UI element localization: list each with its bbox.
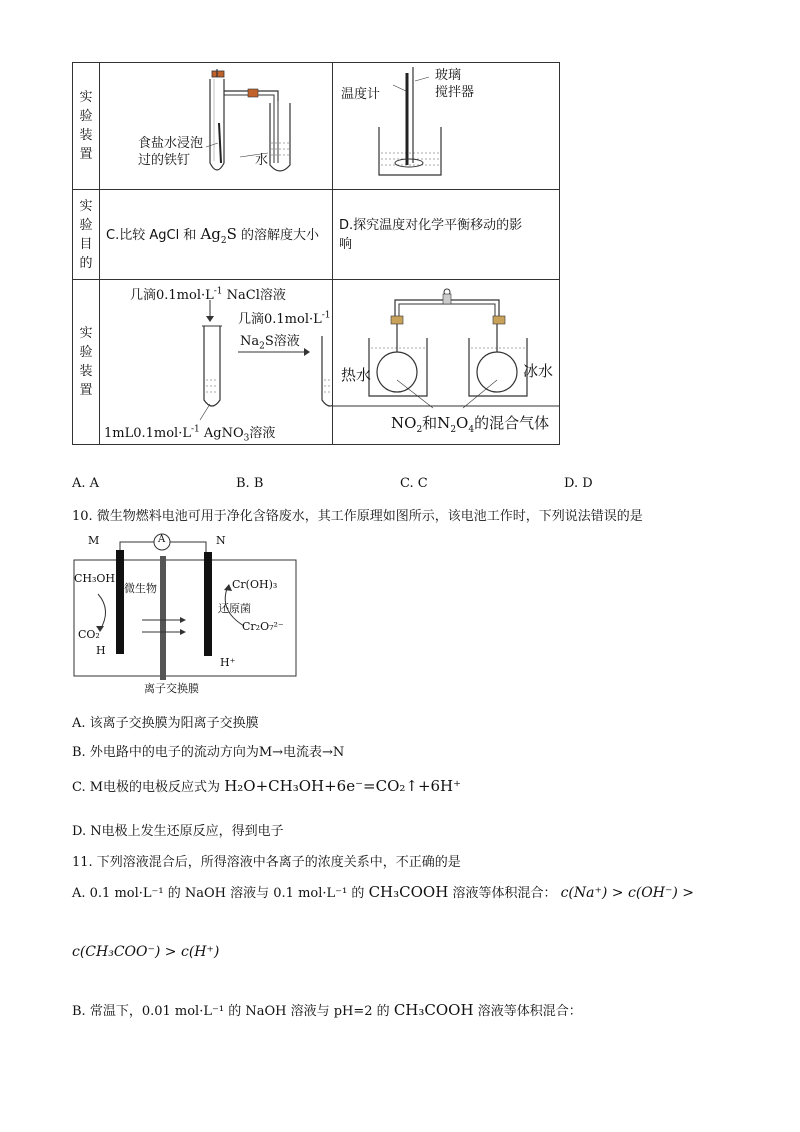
- ch3oh-label: CH₃OH: [74, 572, 116, 585]
- gas-mixture-label: $NO_2$和$N_2O_4$的混合气体: [391, 414, 550, 435]
- experiment-table: [72, 62, 560, 445]
- croh3-label: Cr(OH)₃: [232, 578, 278, 591]
- na2s-label-2: $Na_2S$溶液: [240, 334, 300, 352]
- apparatus-c-rust: [100, 63, 333, 190]
- row2-header: 实 验 目 的: [73, 190, 100, 280]
- q10-option-d[interactable]: D. N电极上发生还原反应，得到电子: [72, 824, 284, 839]
- fuel-cell-figure: [72, 530, 298, 696]
- row1-header: 实 验 装 置: [73, 63, 100, 190]
- water-label: 水: [255, 153, 269, 168]
- thermometer-label: 温度计: [341, 87, 381, 102]
- q9-option-c[interactable]: C. C: [400, 476, 428, 491]
- stirrer-label: 玻璃 搅拌器: [435, 68, 475, 100]
- hplus-label: H⁺: [220, 656, 236, 669]
- na2s-label-1: 几滴$0.1mol\cdot L^{-1}$: [238, 310, 331, 327]
- nacl-label: 几滴$0.1mol\cdot L^{-1}$ NaCl溶液: [130, 286, 286, 303]
- q11-stem: 11. 下列溶液混合后，所得溶液中各离子的浓度关系中，不正确的是: [72, 855, 461, 870]
- q9-option-d[interactable]: D. D: [564, 476, 593, 491]
- precipitation-figure: [100, 280, 332, 444]
- electrode-n-label: N: [216, 534, 226, 547]
- q11-option-b[interactable]: B. 常温下，0.01 mol·L⁻¹ 的 NaOH 溶液与 pH=2 的 CH₃COOH 溶液等体积混合：: [72, 1001, 582, 1019]
- agno3-label: $1mL0.1mol\cdot L^{-1}$ AgNO$_3$溶液: [104, 424, 276, 444]
- membrane-label: 离子交换膜: [144, 682, 199, 695]
- apparatus-d-equilibrium: [333, 280, 560, 445]
- co2-label: CO₂: [78, 628, 100, 641]
- rust-apparatus-figure: [100, 63, 332, 189]
- purpose-d: D.探究温度对化学平衡移动的影 响: [333, 190, 560, 280]
- nail-label: 食盐水浸泡 过的铁钉: [138, 136, 204, 168]
- reducing-bacteria-label: 还原菌: [218, 602, 251, 615]
- q11-option-a[interactable]: A. 0.1 mol·L⁻¹ 的 NaOH 溶液与 0.1 mol·L⁻¹ 的 CH₃COOH 溶液等体积混合： c(Na⁺) > c(OH⁻) >: [72, 883, 694, 901]
- electrode-m-label: M: [88, 534, 100, 547]
- h-label: H: [96, 644, 106, 657]
- q9-option-b[interactable]: B. B: [236, 476, 264, 491]
- apparatus-c-precipitation: [100, 280, 333, 445]
- fuel-cell-diagram: [72, 530, 298, 696]
- q10-option-c[interactable]: C. M电极的电极反应式为 H₂O+CH₃OH+6e⁻=CO₂↑+6H⁺: [72, 777, 462, 795]
- purpose-c: C.比较 AgCl 和 $Ag_2S$ 的溶解度大小: [100, 190, 333, 280]
- microbe-label: 微生物: [124, 582, 157, 595]
- cold-water-label: 冰水: [523, 362, 554, 380]
- q9-option-a[interactable]: A. A: [72, 476, 100, 491]
- q10-option-a[interactable]: A. 该离子交换膜为阳离子交换膜: [72, 716, 259, 731]
- q10-stem: 10. 微生物燃料电池可用于净化含铬废水，其工作原理如图所示，该电池工作时，下列说法错误的是: [72, 509, 643, 524]
- ammeter-label: A: [158, 534, 166, 545]
- q10-option-b[interactable]: B. 外电路中的电子的流动方向为M→电流表→N: [72, 745, 345, 760]
- apparatus-d-calorimeter: [333, 63, 560, 190]
- row3-header: 实 验 装 置: [73, 280, 100, 445]
- dichromate-label: Cr₂O₇²⁻: [242, 620, 284, 633]
- hot-water-label: 热水: [341, 366, 372, 384]
- q11-option-a-continued: c(CH₃COO⁻) > c(H⁺): [72, 944, 220, 960]
- q10-option-c-equation: H₂O+CH₃OH+6e⁻=CO₂↑+6H⁺: [224, 777, 462, 795]
